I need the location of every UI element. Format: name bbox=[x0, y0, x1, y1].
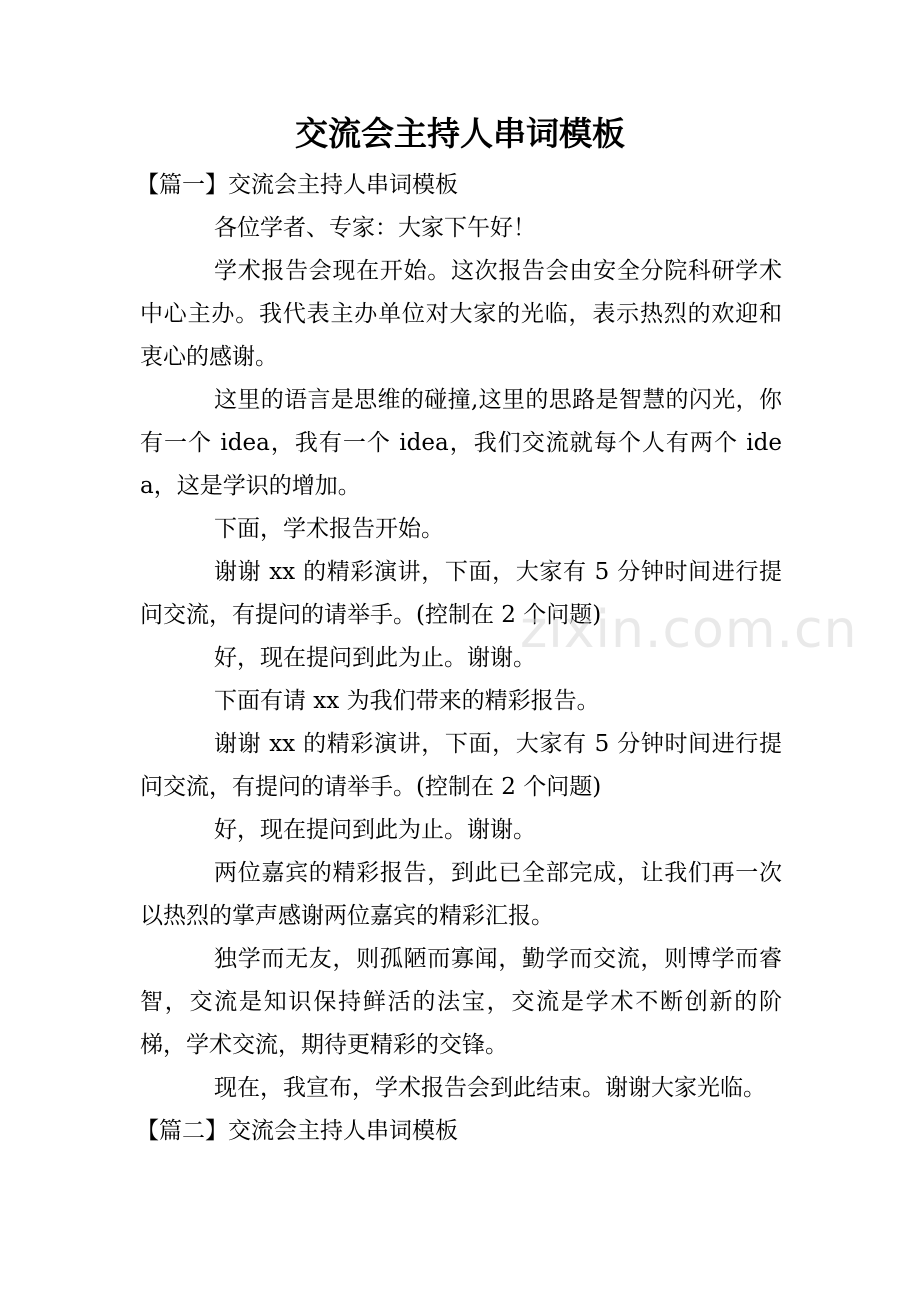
paragraph: 好，现在提问到此为止。谢谢。 bbox=[214, 645, 536, 671]
paragraph: 学术报告会现在开始。这次报告会由安全分院科研学术中心主办。我代表主办单位对大家的光临，表示热烈的欢迎和衷心的感谢。 bbox=[140, 258, 782, 370]
document-title: 交流会主持人串词模板 bbox=[295, 114, 625, 153]
paragraph: 下面有请 xx 为我们带来的精彩报告。 bbox=[214, 688, 600, 714]
paragraph: 现在，我宣布，学术报告会到此结束。谢谢大家光临。 bbox=[214, 1075, 766, 1101]
paragraph: 好，现在提问到此为止。谢谢。 bbox=[214, 817, 536, 843]
paragraph: 谢谢 xx 的精彩演讲，下面，大家有 5 分钟时间进行提问交流，有提问的请举手。(控制在 2 个问题) bbox=[140, 731, 782, 800]
paragraph: 这里的语言是思维的碰撞,这里的思路是智慧的闪光，你有一个 idea，我有一个 idea，我们交流就每个人有两个 idea，这是学识的增加。 bbox=[140, 387, 782, 499]
section-heading-2: 【篇二】交流会主持人串词模板 bbox=[136, 1118, 458, 1144]
watermark: zixin.com.cn bbox=[520, 600, 858, 660]
paragraph: 下面，学术报告开始。 bbox=[214, 516, 444, 542]
section-heading-1: 【篇一】交流会主持人串词模板 bbox=[136, 172, 458, 198]
paragraph: 谢谢 xx 的精彩演讲，下面，大家有 5 分钟时间进行提问交流，有提问的请举手。(控制在 2 个问题) bbox=[140, 559, 782, 628]
paragraph: 两位嘉宾的精彩报告，到此已全部完成，让我们再一次以热烈的掌声感谢两位嘉宾的精彩汇报。 bbox=[140, 860, 782, 929]
paragraph: 各位学者、专家：大家下午好！ bbox=[214, 215, 536, 241]
paragraph: 独学而无友，则孤陋而寡闻，勤学而交流，则博学而睿智，交流是知识保持鲜活的法宝，交流是学术不断创新的阶梯，学术交流，期待更精彩的交锋。 bbox=[140, 946, 782, 1058]
document-body bbox=[136, 164, 782, 1153]
